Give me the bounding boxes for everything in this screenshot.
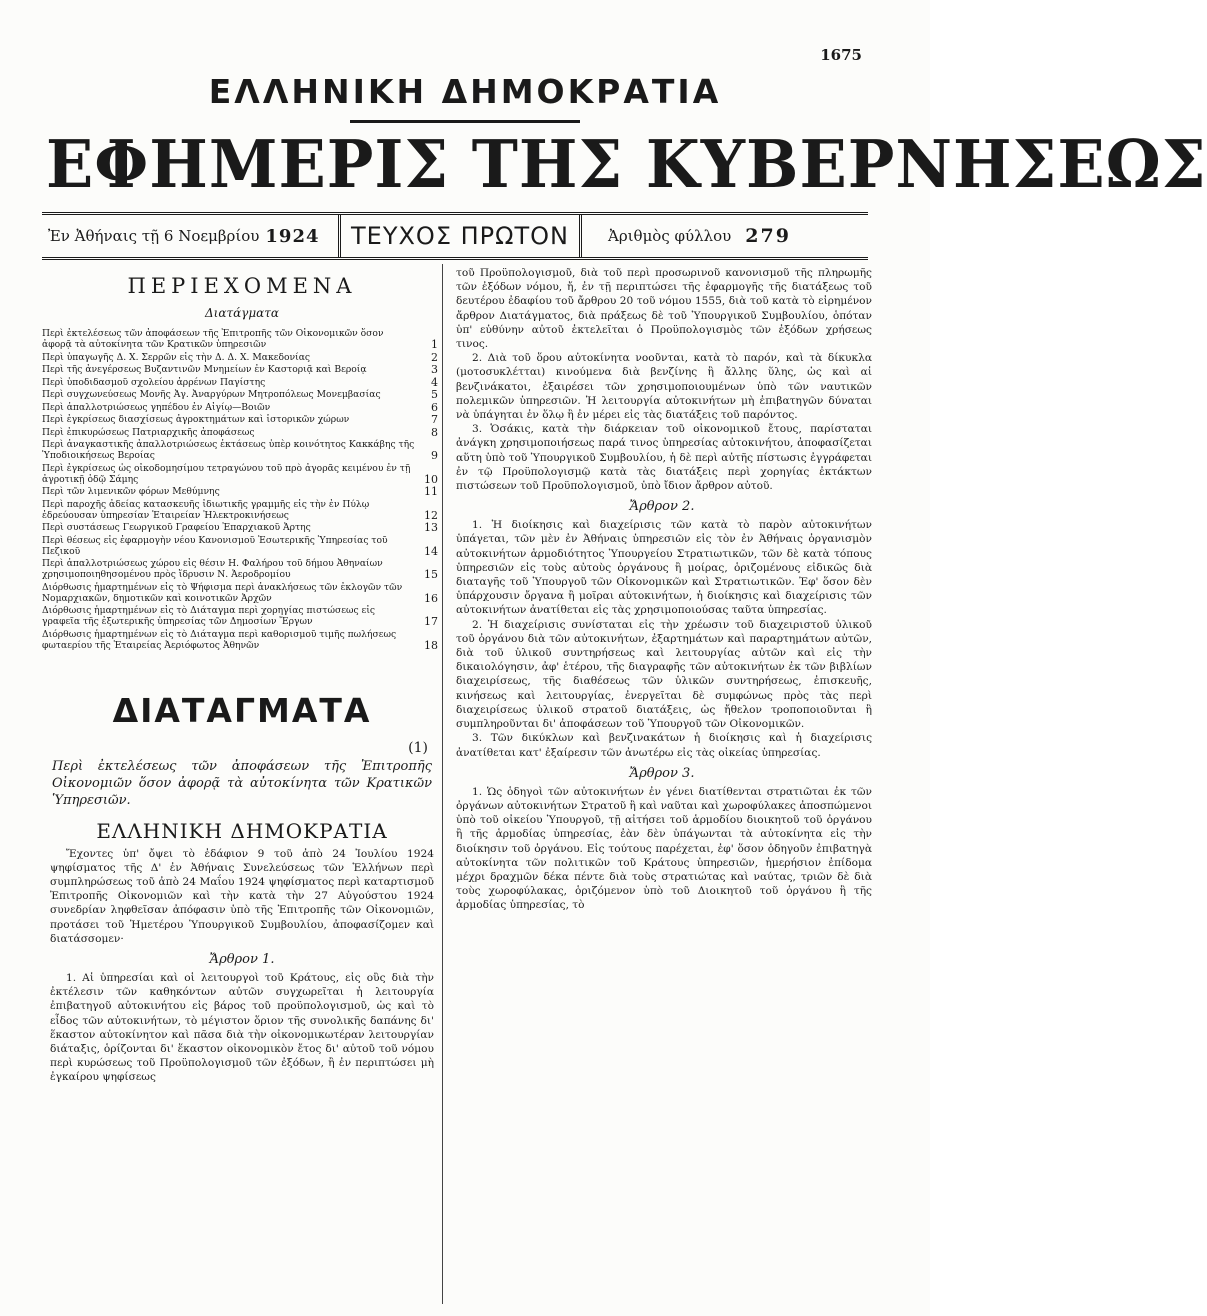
issue-date-text: Ἐν Ἀθήναις τῇ 6 Νοεμβρίου xyxy=(48,227,260,245)
article-1-paragraph-1: 1. Αἱ ὑπηρεσίαι καὶ οἱ λειτουργοὶ τοῦ Κράτους, εἰς οὓς διὰ τὴν ἐκτέλεσιν τῶν καθηκόντων αὐτῶν συγχωρεῖται ἡ λειτουργία ἐπιβατηγοῦ αὐτοκινήτου εἰς βάρος τοῦ προϋπολογισμοῦ, ὡς καὶ τὸ εἶδος τῶν αὐτοκινήτων, τὸ μέγιστον ὅριον τῆς συνολικῆς δαπάνης δι' ἕκαστον αὐτοκίνητον καὶ πᾶσα διὰ τὴν οἰκονομικωτέραν λειτουργίαν διάταξις, ὁρίζονται δι' ἕκαστον οἰκονομικὸν ἔτος δι' αὐτοῦ τοῦ νόμου περὶ κυρώσεως τοῦ Προϋπολογισμοῦ τῶν ἐξόδων, ἢ ἐν περιπτώσει μὴ ἐγκαίρου ψηφίσεως xyxy=(50,971,434,1084)
decree-title: Περὶ ἐκτελέσεως τῶν ἀποφάσεων τῆς Ἐπιτροπῆς Οἰκονομιῶν ὅσον ἀφορᾷ τὰ αὐτοκίνητα τῶν Κρατικῶν Ὑπηρεσιῶν. xyxy=(52,758,432,808)
toc-item xyxy=(42,402,438,413)
article-2-paragraph-1: 1. Ἡ διοίκησις καὶ διαχείρισις τῶν κατὰ τὸ παρὸν αὐτοκινήτων ὑπάγεται, τῶν μὲν ἐν Ἀθήναις ὑπηρεσιῶν εἰς τὸν ἐν Ἀθήναις ὀργανισμὸν αὐτοκινήτων ἁρμοδιότητος Ὑπουργείου Στρατιωτικῶν, τῶν δὲ κατὰ τόπους ὑπηρεσιῶν εἰς τοὺς αὐτοὺς ὀργάνους ἢ μοίρας, ὁριζομένους εἰδικῶς διὰ διαταγῆς τοῦ Ὑπουργοῦ τῶν Οἰκονομικῶν καὶ Στρατιωτικῶν. Ἐφ' ὅσον δὲν ὑπάρχουσιν ὄργανα ἢ μοῖραι αὐτοκινήτων, ἡ διοίκησις καὶ διαχείρισις τῶν αὐτοκινήτων ἀνατίθεται εἰς τὰς χρησιμοποιούσας ταῦτα ὑπηρεσίας. xyxy=(456,519,872,617)
article-1-heading: Ἄρθρον 1. xyxy=(209,951,275,967)
toc-item-text: Περὶ ἐγκρίσεως διασχίσεως ἀγροκτημάτων καὶ ἱστορικῶν χώρων xyxy=(42,414,350,425)
sheet-number xyxy=(582,215,868,257)
masthead-title: ΕΦΗΜΕΡΙΣ ΤΗΣ ΚΥΒΕΡΝΗΣΕΩΣ xyxy=(46,126,1207,203)
toc-item-text: Διόρθωσις ἡμαρτημένων εἰς τὸ Ψήφισμα περὶ ἀνακλήσεως τῶν ἐκλογῶν τῶν Νομαρχιακῶν, δημοτικῶν καὶ κοινοτικῶν Ἀρχῶν xyxy=(42,581,403,604)
toc-item xyxy=(42,439,438,461)
toc-item-number: 13 xyxy=(424,521,438,534)
masthead-rule xyxy=(350,120,580,123)
toc-item-text: Περὶ τῆς ἀνεγέρσεως Βυζαντινῶν Μνημείων ἐν Καστοριᾷ καὶ Βεροίᾳ xyxy=(42,364,367,375)
toc-item xyxy=(42,328,438,350)
toc-item-text: Περὶ ἀπαλλοτριώσεως γηπέδου ἐν Αἰγίῳ—Βοιῶν xyxy=(42,401,271,413)
republic-heading: ΕΛΛΗΝΙΚΗ ΔΗΜΟΚΡΑΤΙΑ xyxy=(96,818,388,843)
article-1-paragraph-3: 3. Ὁσάκις, κατὰ τὴν διάρκειαν τοῦ οἰκονομικοῦ ἔτους, παρίσταται ἀνάγκη χρησιμοποιήσεως παρά τινος ὑπηρεσίας αὐτοκινήτου, ἀποφασίζεται αὕτη ὑπὸ τοῦ Ὑπουργικοῦ Συμβουλίου, ἡ δὲ περὶ αὐτῆς πίστωσις ἐγγράφεται ἐν τῷ Προϋπολογισμῷ κατὰ τὰς διατάξεις περὶ χορηγίας ἐκτάκτων πιστώσεων τοῦ Προϋπολογισμοῦ, ὑπὸ ἴδιον ἄρθρον αὐτοῦ. xyxy=(456,423,872,493)
article-1-paragraph-2: 2. Διὰ τοῦ ὅρου αὐτοκίνητα νοοῦνται, κατὰ τὸ παρόν, καὶ τὰ δίκυκλα (μοτοσυκλέτται) κινούμενα διὰ βενζίνης ἢ ἄλλης ὕλης, ὡς καὶ αἱ βενζινάκατοι, ἐξαιρέσει τῶν χρησιμοποιουμένων ὑπὸ τῶν ναυτικῶν πολεμικῶν ὑπηρεσιῶν. Ἡ λειτουργία αὐτοκινήτων μὴ ἐπιβατηγῶν δύναται νὰ ὑπάγηται ἐν ὅλῳ ἢ ἐν μέρει εἰς τὰς διατάξεις τοῦ παρόντος. xyxy=(456,352,872,422)
toc-item-text: Περὶ θέσεως εἰς ἐφαρμογὴν νέου Κανονισμοῦ Ἐσωτερικῆς Ὑπηρεσίας τοῦ Πεζικοῦ xyxy=(42,534,388,557)
toc-item xyxy=(42,352,438,363)
toc-item-number: 6 xyxy=(431,400,438,414)
toc-item xyxy=(42,463,438,485)
sheet-number-value: 279 xyxy=(745,225,791,247)
decree-preamble: Ἔχοντες ὑπ' ὄψει τὸ ἐδάφιον 9 τοῦ ἀπὸ 24 Ἰουλίου 1924 ψηφίσματος τῆς Δ' ἐν Ἀθήναις Συνελεύσεως τῶν Ἑλλήνων περὶ συμπληρώσεως τοῦ ἀπὸ 24 Μαΐου 1924 ψηφίσματος περὶ καταρτισμοῦ Ἐπιτροπῆς Οἰκονομιῶν καὶ τὴν κατὰ τὴν 27 Αὐγούστου 1924 συνεδρίαν ληφθεῖσαν ἀπόφασιν ὑπὸ τῆς Ἐπιτροπῆς τῶν Οἰκονομιῶν, προτάσει τοῦ Ἡμετέρου Ὑπουργικοῦ Συμβουλίου, ἀποφασίζομεν καὶ διατάσσομεν· xyxy=(50,847,434,945)
toc-item xyxy=(42,522,438,533)
toc-item-number: 2 xyxy=(431,350,438,364)
toc-item xyxy=(42,427,438,438)
toc-item-number: 12 xyxy=(424,508,438,522)
sheet-label: Ἀριθμὸς φύλλου xyxy=(608,227,732,245)
toc-item-number: 7 xyxy=(431,413,438,426)
decree-number: (1) xyxy=(408,739,428,756)
article-1-paragraph-1-cont: τοῦ Προϋπολογισμοῦ, διὰ τοῦ περὶ προσωρινοῦ κανονισμοῦ τῆς πληρωμῆς τῶν ἐξόδων νόμου, ἤ, ἐν τῇ περιπτώσει τῆς ἐφαρμογῆς τῆς διατάξεως τοῦ δευτέρου ἐδαφίου τοῦ ἄρθρου 20 τοῦ νόμου 1555, διὰ τοῦ κατὰ τὸ εἰρημένον ἄρθρον Διατάγματος, διὰ πράξεως δὲ τοῦ Ὑπουργικοῦ Συμβουλίου, ὁπόταν ὑπ' εὐθύνην αὐτοῦ ἐκτελεῖται ὁ Προϋπολογισμὸς τῶν ἐξόδων χρήσεως τινος. xyxy=(456,267,872,351)
toc-subtitle: Διατάγματα xyxy=(204,306,280,320)
right-column xyxy=(452,266,872,1304)
toc-item-text: Περὶ ἐγκρίσεως ὡς οἰκοδομησίμου τετραγώνου τοῦ πρὸ ἀγορᾶς κειμένου ἐν τῇ ἀγροτικῇ ὁδῷ Σάμης xyxy=(42,462,411,485)
toc-item xyxy=(42,377,438,388)
section-heading: ΔΙΑΤΑΓΜΑΤΑ xyxy=(112,690,372,730)
toc-item-number: 15 xyxy=(424,568,438,581)
toc-item xyxy=(42,629,438,651)
toc-item xyxy=(42,414,438,425)
toc-item-text: Περὶ παροχῆς ἀδείας κατασκευῆς ἰδιωτικῆς γραμμῆς εἰς τὴν ἐν Πύλῳ ἐδρεύουσαν ὑπηρεσίαν Ἑταιρείαν Ἠλεκτροκινήσεως xyxy=(42,498,370,521)
toc-item-text: Περὶ ἀπαλλοτριώσεως χώρου εἰς θέσιν Η. Φαλήρου τοῦ δήμου Ἀθηναίων χρησιμοποιηθησομένου πρὸς ἵδρυσιν Ν. Ἀεροδρομίου xyxy=(42,558,383,580)
toc-item xyxy=(42,486,438,497)
toc-item xyxy=(42,558,438,580)
article-2-heading: Ἄρθρον 2. xyxy=(629,499,695,515)
toc-item-text: Περὶ ἐπικυρώσεως Πατριαρχικῆς ἀποφάσεως xyxy=(42,426,255,438)
article-3-heading: Ἄρθρον 3. xyxy=(629,765,695,781)
toc-item xyxy=(42,605,438,627)
toc-item-number: 1 xyxy=(431,338,438,351)
toc-item-number: 16 xyxy=(424,591,438,605)
toc-item-text: Περὶ ὑπαγωγῆς Δ. Χ. Σερρῶν εἰς τὴν Δ. Δ. Χ. Μακεδονίας xyxy=(42,351,311,363)
toc-item-number: 10 xyxy=(424,472,438,486)
toc-item xyxy=(42,535,438,557)
toc-item-number: 5 xyxy=(431,388,438,401)
article-2-paragraph-2: 2. Ἡ διαχείρισις συνίσταται εἰς τὴν χρέωσιν τοῦ διαχειριστοῦ ὑλικοῦ τοῦ ὀργάνου διὰ τῶν αὐτοκινήτων, ἐξαρτημάτων καὶ παραρτημάτων αὐτῶν, διὰ τοῦ ὑλικοῦ συντηρήσεως καὶ λειτουργίας αὐτῶν καὶ εἰς τὴν δικαιολόγησιν, ἀφ' ἑτέρου, τῆς διαγραφῆς τῶν αὐτοκινήτων ἐκ τῶν βιβλίων διαχειρίσεως, τῆς διαθέσεως τῶν ὑλικῶν συντηρήσεως, ἐπισκευῆς, κινήσεως καὶ λειτουργίας, ἐνεργεῖται δὲ συμφώνως πρὸς τὰς περὶ διαχειρίσεως ὑλικοῦ στρατοῦ διατάξεις, ὡς ἤθελον τροποποιοῦνται ἢ συμπληροῦνται δι' ἀποφάσεων τοῦ Ὑπουργοῦ τῶν Οἰκονομικῶν. xyxy=(456,618,872,731)
toc-item-number: 18 xyxy=(424,638,438,652)
toc-item-text: Περὶ τῶν λιμενικῶν φόρων Μεθύμνης xyxy=(42,486,220,497)
toc-item-text: Περὶ συστάσεως Γεωργικοῦ Γραφείου Ἐπαρχιακοῦ Ἀρτης xyxy=(42,522,311,533)
toc-item-text: Περὶ ἀναγκαστικῆς ἀπαλλοτριώσεως ἐκτάσεως ὑπὲρ κοινότητος Κακκάβης τῆς Ὑποδιοικήσεως Βεροίας xyxy=(42,439,415,461)
issue-band xyxy=(42,212,868,260)
toc-item xyxy=(42,499,438,521)
toc-item-text: Διόρθωσις ἡμαρτημένων εἰς τὸ Διάταγμα περὶ χορηγίας πιστώσεως εἰς γραφεῖα τῆς ἐξωτερικῆς ὑπηρεσίας τῶν Δημοσίων Ἔργων xyxy=(42,605,376,627)
toc-item xyxy=(42,364,438,375)
toc-item-number: 3 xyxy=(431,363,438,376)
left-column xyxy=(42,264,443,1304)
toc-item-number: 17 xyxy=(424,615,438,628)
toc-title: ΠΕΡΙΕΧΟΜΕΝΑ xyxy=(127,274,357,298)
issue-year: 1924 xyxy=(265,225,320,247)
toc-item xyxy=(42,389,438,400)
toc-item-number: 4 xyxy=(431,375,438,389)
toc-item-number: 14 xyxy=(424,544,438,558)
toc-item-number: 11 xyxy=(424,485,438,498)
toc-item-text: Διόρθωσις ἡμαρτημένων εἰς τὸ Διάταγμα περὶ καθορισμοῦ τιμῆς πωλήσεως φωταερίου τῆς Ἑταιρείας Ἀεριόφωτος Ἀθηνῶν xyxy=(42,628,397,651)
toc-item-text: Περὶ ὑποδιδασμοῦ σχολείου ἀρρένων Παγίστης xyxy=(42,376,266,388)
article-3-paragraph-1: 1. Ὡς ὁδηγοὶ τῶν αὐτοκινήτων ἐν γένει διατίθενται στρατιῶται ἐκ τῶν ὀργάνων αὐτοκινήτων Στρατοῦ ἢ καὶ ναῦται καὶ χωροφύλακες ἀποσπώμενοι ὑπὸ τοῦ οἰκείου Ὑπουργοῦ, τῇ αἰτήσει τοῦ ἁρμοδίου διοικητοῦ τοῦ ὀργάνου ἢ τῆς ἁρμοδίας ὑπηρεσίας, ἐὰν δὲν ὑπάγωνται τὰ αὐτοκίνητα εἰς τὴν διοίκησιν τοῦ ὀργάνου. Εἰς τούτους παρέχεται, ἐφ' ὅσον ὁδηγοῦν ἐπιβατηγὰ αὐτοκίνητα τῶν πολιτικῶν τοῦ Κράτους ὑπηρεσιῶν, ἡμερήσιον ἐπίδομα μέχρι δραχμῶν δέκα πέντε διὰ τοὺς στρατιώτας καὶ ναύτας, τριῶν δὲ διὰ τοὺς χωροφύλακας, ὁριζόμενον ὑπὸ τοῦ Διοικητοῦ τοῦ ὀργάνου ἢ τῆς ἁρμοδίας ὑπηρεσίας, τὸ xyxy=(456,785,872,912)
toc-list xyxy=(42,328,442,651)
issue-date xyxy=(42,215,338,257)
toc-item xyxy=(42,582,438,604)
page-number: 1675 xyxy=(820,46,862,64)
toc-item-text: Περὶ ἐκτελέσεως τῶν ἀποφάσεων τῆς Ἐπιτροπῆς τῶν Οἰκονομικῶν ὅσον ἀφορᾷ τὰ αὐτοκίνητα τῶν Κρατικῶν ὑπηρεσιῶν xyxy=(42,328,384,350)
masthead-republic: ΕΛΛΗΝΙΚΗ ΔΗΜΟΚΡΑΤΙΑ xyxy=(208,72,722,111)
toc-item-text: Περὶ συγχωνεύσεως Μονῆς Ἀγ. Ἀναργύρων Μητροπόλεως Μονεμβασίας xyxy=(42,389,381,400)
toc-item-number: 8 xyxy=(431,425,438,439)
toc-item-number: 9 xyxy=(431,449,438,462)
article-2-paragraph-3: 3. Τῶν δικύκλων καὶ βενζινακάτων ἡ διοίκησις καὶ ἡ διαχείρισις ἀνατίθεται κατ' ἐξαίρεσιν τῶν ἀνωτέρω εἰς τὰς οἰκείας ὑπηρεσίας. xyxy=(456,732,872,759)
issue-series: ΤΕΥΧΟΣ ΠΡΩΤΟΝ xyxy=(338,215,582,257)
